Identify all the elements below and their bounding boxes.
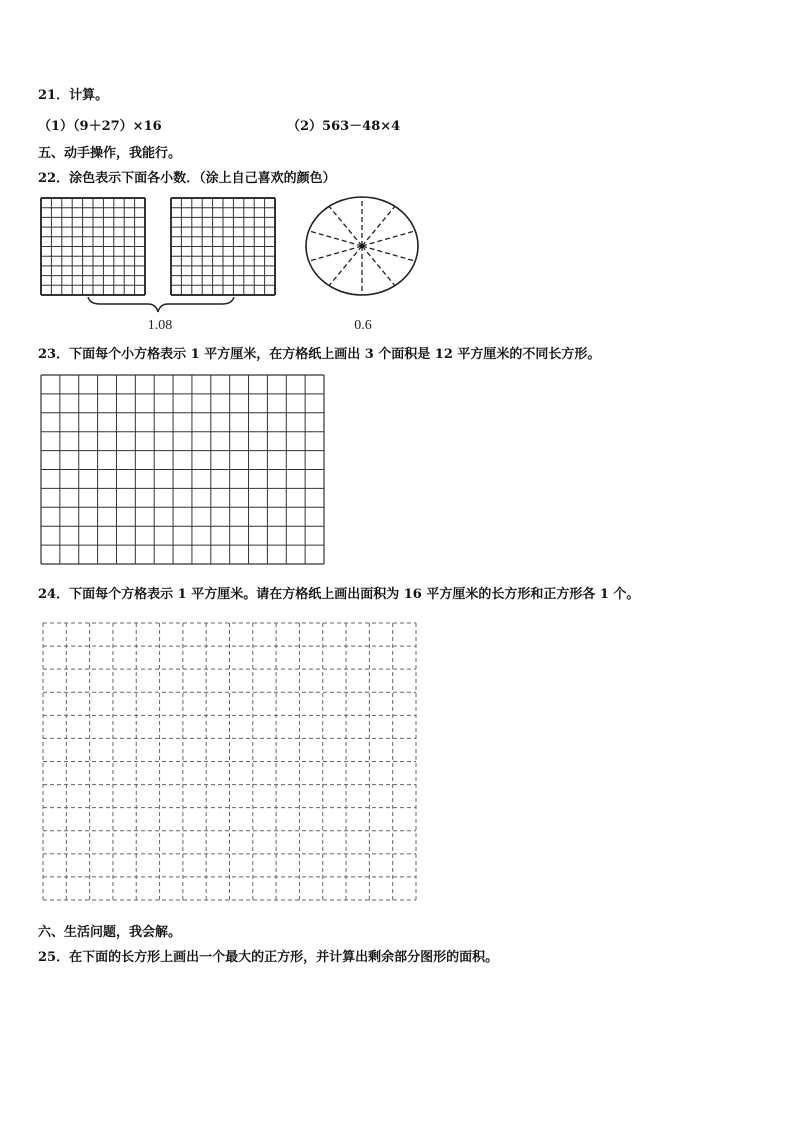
question-23-title: 23．下面每个小方格表示 1 平方厘米，在方格纸上画出 3 个面积是 12 平方厘米的不同长方形。 <box>38 347 601 362</box>
question-25-title: 25．在下面的长方形上画出一个最大的正方形，并计算出剩余部分图形的面积。 <box>38 950 499 965</box>
question-21-part2: （2）563－48×4 <box>287 119 401 134</box>
circle-decimal-label: 0.6 <box>354 318 372 333</box>
question-21-part1: （1）（9＋27）×16 <box>38 119 162 134</box>
section-5-heading: 五、动手操作，我能行。 <box>38 146 182 161</box>
hundred-grid-left[interactable] <box>41 198 145 295</box>
divided-circle[interactable] <box>306 197 418 295</box>
grids-brace <box>88 297 234 312</box>
square-grid-paper-23[interactable] <box>40 374 326 566</box>
hundred-grid-right[interactable] <box>171 198 275 295</box>
dashed-grid-paper-24[interactable] <box>42 622 418 902</box>
section-6-heading: 六、生活问题，我会解。 <box>38 925 182 940</box>
question-24-title: 24．下面每个方格表示 1 平方厘米。请在方格纸上画出面积为 16 平方厘米的长方形和正方形各 1 个。 <box>38 587 640 602</box>
question-21-title: 21．计算。 <box>38 88 109 103</box>
question-22-title: 22．涂色表示下面各小数．（涂上自己喜欢的颜色） <box>38 171 336 186</box>
grids-decimal-label: 1.08 <box>147 318 173 333</box>
decimal-figures <box>0 0 794 340</box>
